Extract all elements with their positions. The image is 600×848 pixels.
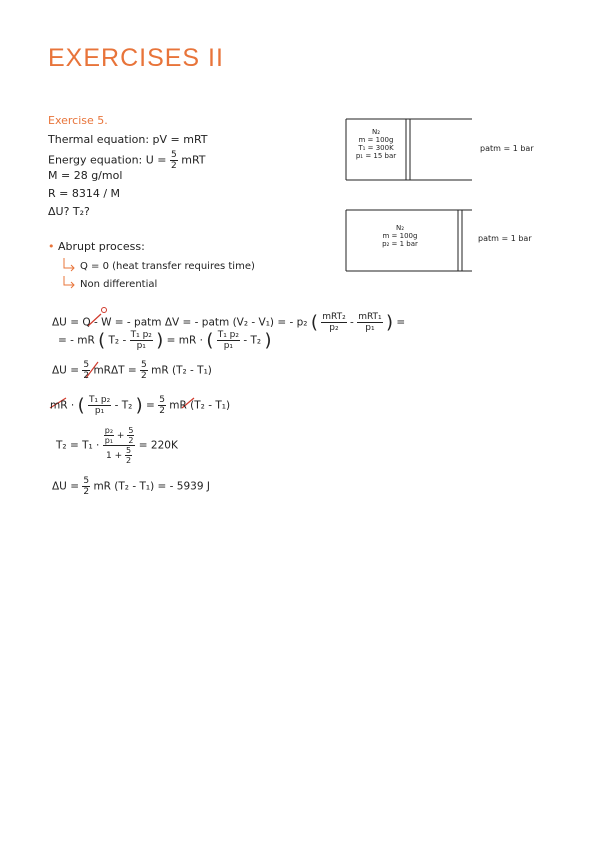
exercise-label: Exercise 5. (48, 114, 108, 127)
eq3-a: ΔU = (52, 364, 80, 377)
gas-constant: R = 8314 / M (48, 187, 121, 200)
eq3-num-b: 5 (141, 360, 147, 370)
eq5-top-den-2: 2 (128, 436, 134, 445)
eq1-frac1 (321, 312, 346, 333)
eq3-den: 2 (83, 371, 90, 381)
eq5-result: = 220K (138, 439, 178, 452)
diagram2-labels (370, 224, 430, 248)
eq3-c: mR (T₂ - T₁) (151, 364, 212, 377)
energy-suffix: mRT (181, 153, 206, 167)
equation-1: ΔU = Q - W = - patm ΔV = - patm (V₂ - V₁) = - p₂ ( $\frac{\text{mRT₂}}{\text{p₂}}$ - $\frac{\text{mRT₁}}{\text{p₁}}$ ) = (52, 312, 406, 333)
molar-mass: M = 28 g/mol (48, 169, 123, 182)
eq6-b: mR (T₂ - T₁) = - 5939 J (93, 480, 210, 493)
eq5-bottom (103, 446, 136, 465)
eq2-a: = - mR (58, 334, 95, 347)
eq3-den-b: 2 (141, 371, 147, 381)
eq5-a: T₂ = T₁ · (56, 439, 100, 452)
eq5-top-den: p₁ (104, 436, 114, 445)
eq2-c: = mR (166, 334, 197, 347)
eq4-num: T₁ p₂ (88, 395, 111, 405)
energy-frac-num: 5 (171, 150, 177, 160)
eq4-frac-b (158, 395, 166, 416)
eq2-frac-b (217, 330, 240, 351)
eq1-num2: mRT₁ (358, 312, 382, 322)
diagram2-mass: m = 100g (382, 232, 418, 240)
energy-frac-den: 2 (171, 161, 177, 171)
eq5-top (103, 426, 136, 446)
eq4-den-b: 2 (159, 406, 165, 416)
equation-6 (52, 476, 210, 497)
eq5-top-frac (104, 426, 114, 445)
eq5-top-frac-2 (127, 426, 134, 445)
diagram1-temp: T₁ = 300K (358, 144, 394, 152)
eq5-bigfrac (103, 426, 136, 465)
eq6-den: 2 (83, 487, 90, 497)
eq5-bot-den: 2 (126, 456, 132, 465)
eq2-d: - T₂ (243, 334, 262, 347)
eq1-num1: mRT₂ (322, 312, 346, 322)
thermal-equation: Thermal equation: pV = mRT (48, 133, 208, 146)
eq1-den2: p₁ (365, 323, 375, 333)
eq4-den: p₁ (94, 406, 105, 416)
eq1-den1: p₂ (329, 323, 339, 333)
equation-4: mR · ( $\frac{\text{T₁ p₂}}{\text{p₁}}$ - T₂ ) = $\frac{5}{2}$ mR (T₂ - T₁) (50, 395, 231, 416)
bullet: • (48, 240, 55, 253)
page-title: EXERCISES II (48, 44, 224, 72)
eq2-num: T₁ p₂ (130, 330, 152, 340)
eq6-a: ΔU = (52, 480, 80, 493)
eq4-c: = (146, 399, 155, 412)
process-item-2: Non differential (80, 279, 158, 290)
eq3-b: mRΔT = (93, 364, 137, 377)
eq5-bot: 1 + (106, 451, 123, 461)
eq2-den-b: p₁ (223, 341, 234, 351)
diagram1-mass: m = 100g (358, 136, 394, 144)
eq5-bot-num: 5 (126, 446, 132, 455)
process-title: Abrupt process: (58, 240, 145, 253)
eq4-d: mR (T₂ - T₁) (169, 399, 231, 412)
equation-3 (52, 360, 212, 381)
eq4-a: mR (50, 399, 68, 412)
process-heading (48, 240, 145, 253)
eq4-b: - T₂ (114, 399, 133, 412)
diagram2-pressure: p₂ = 1 bar (382, 240, 418, 248)
eq5-bot-frac (125, 446, 132, 465)
energy-prefix: Energy equation: U = (48, 153, 167, 167)
eq4-frac (88, 395, 111, 416)
diagram2-gas: N₂ (395, 224, 405, 232)
diagram1-labels (348, 128, 404, 160)
diagram2-patm: patm = 1 bar (478, 234, 532, 243)
diagram1-gas: N₂ (371, 128, 381, 136)
eq4-num-b: 5 (159, 395, 165, 405)
question: ΔU? T₂? (48, 205, 90, 218)
eq3-frac (82, 360, 90, 381)
eq2-den: p₁ (136, 341, 146, 351)
equation-2: = - mR ( T₂ - $\frac{\text{T₁ p₂}}{\text{p₁}}$ ) = mR · ( $\frac{\text{T₁ p₂}}{\text{p₁}}$ - T₂ ) (58, 330, 272, 351)
eq1-frac2 (357, 312, 382, 333)
equation-5 (56, 426, 178, 465)
process-item-1: Q = 0 (heat transfer requires time) (80, 261, 255, 272)
eq2-b: T₂ - (108, 334, 127, 347)
eq6-num: 5 (83, 476, 90, 486)
eq5-plus: + (116, 431, 125, 441)
eq5-top-num: p₂ (104, 426, 114, 435)
eq2-num-b: T₁ p₂ (217, 330, 239, 340)
eq6-frac (82, 476, 90, 497)
diagram1-pressure: p₁ = 15 bar (355, 152, 397, 160)
eq3-frac-b (140, 360, 148, 381)
eq1-lhs: ΔU = Q - W = - patm ΔV = - patm (V₂ - V₁) = - p₂ (52, 316, 308, 329)
eq5-top-num-2: 5 (128, 426, 134, 435)
eq3-num: 5 (83, 360, 90, 370)
eq2-frac (130, 330, 153, 351)
diagram1-patm: patm = 1 bar (480, 144, 534, 153)
